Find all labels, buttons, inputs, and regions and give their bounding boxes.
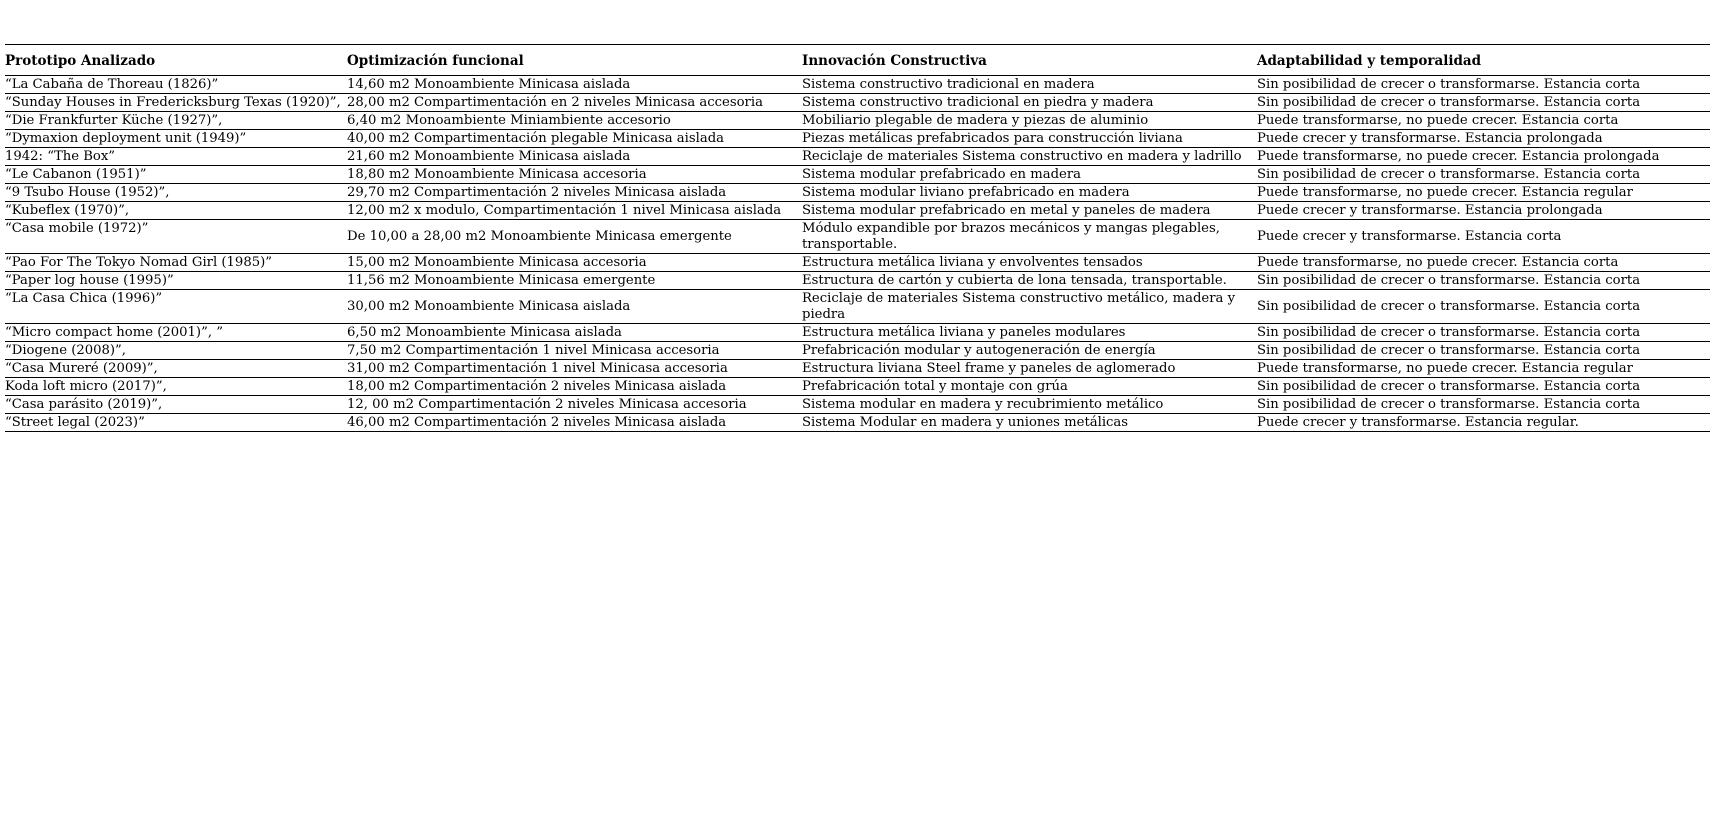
table-row [5, 254, 1710, 272]
cell-innovacion: Reciclaje de materiales Sistema constructivo metálico, madera y piedra [802, 290, 1257, 324]
cell-adaptabilidad: Sin posibilidad de crecer o transformarse. Estancia corta [1257, 342, 1710, 360]
cell-adaptabilidad: Puede crecer y transformarse. Estancia prolongada [1257, 202, 1710, 220]
cell-optimizacion: 6,40 m2 Monoambiente Miniambiente accesorio [347, 112, 802, 130]
cell-innovacion: Sistema modular en madera y recubrimiento metálico [802, 396, 1257, 414]
table-row [5, 414, 1710, 432]
cell-prototipo: “Street legal (2023)” [5, 414, 347, 432]
cell-adaptabilidad: Puede transformarse, no puede crecer. Estancia corta [1257, 112, 1710, 130]
cell-prototipo: “La Cabaña de Thoreau (1826)” [5, 76, 347, 94]
header-adaptabilidad: Adaptabilidad y temporalidad [1257, 45, 1710, 76]
table-row [5, 272, 1710, 290]
cell-adaptabilidad: Sin posibilidad de crecer o transformarse. Estancia corta [1257, 290, 1710, 324]
table-row [5, 342, 1710, 360]
cell-optimizacion: De 10,00 a 28,00 m2 Monoambiente Minicasa emergente [347, 220, 802, 254]
cell-prototipo: Koda loft micro (2017)”, [5, 378, 347, 396]
table-row [5, 360, 1710, 378]
table-body [5, 76, 1710, 432]
cell-optimizacion: 18,00 m2 Compartimentación 2 niveles Minicasa aislada [347, 378, 802, 396]
cell-adaptabilidad: Puede crecer y transformarse. Estancia regular. [1257, 414, 1710, 432]
cell-adaptabilidad: Sin posibilidad de crecer o transformarse. Estancia corta [1257, 272, 1710, 290]
table-row [5, 378, 1710, 396]
cell-prototipo: “Casa parásito (2019)”, [5, 396, 347, 414]
cell-prototipo: “Die Frankfurter Küche (1927)”, [5, 112, 347, 130]
table-row [5, 290, 1710, 324]
cell-adaptabilidad: Puede crecer y transformarse. Estancia prolongada [1257, 130, 1710, 148]
header-innovacion: Innovación Constructiva [802, 45, 1257, 76]
cell-prototipo: “La Casa Chica (1996)” [5, 290, 347, 324]
table-row [5, 166, 1710, 184]
cell-innovacion: Prefabricación modular y autogeneración de energía [802, 342, 1257, 360]
cell-prototipo: “Sunday Houses in Fredericksburg Texas (1920)”, [5, 94, 347, 112]
cell-optimizacion: 12,00 m2 x modulo, Compartimentación 1 nivel Minicasa aislada [347, 202, 802, 220]
cell-optimizacion: 40,00 m2 Compartimentación plegable Minicasa aislada [347, 130, 802, 148]
cell-adaptabilidad: Sin posibilidad de crecer o transformarse. Estancia corta [1257, 76, 1710, 94]
cell-adaptabilidad: Sin posibilidad de crecer o transformarse. Estancia corta [1257, 324, 1710, 342]
cell-innovacion: Sistema Modular en madera y uniones metálicas [802, 414, 1257, 432]
cell-innovacion: Estructura metálica liviana y paneles modulares [802, 324, 1257, 342]
cell-innovacion: Prefabricación total y montaje con grúa [802, 378, 1257, 396]
cell-innovacion: Sistema modular prefabricado en madera [802, 166, 1257, 184]
cell-prototipo: “Le Cabanon (1951)” [5, 166, 347, 184]
cell-prototipo: “Diogene (2008)”, [5, 342, 347, 360]
cell-optimizacion: 29,70 m2 Compartimentación 2 niveles Minicasa aislada [347, 184, 802, 202]
cell-innovacion: Sistema modular liviano prefabricado en madera [802, 184, 1257, 202]
cell-innovacion: Mobiliario plegable de madera y piezas de aluminio [802, 112, 1257, 130]
cell-optimizacion: 7,50 m2 Compartimentación 1 nivel Minicasa accesoria [347, 342, 802, 360]
header-optimizacion: Optimización funcional [347, 45, 802, 76]
table-row [5, 130, 1710, 148]
table-row [5, 76, 1710, 94]
cell-prototipo: “Paper log house (1995)” [5, 272, 347, 290]
cell-innovacion: Sistema constructivo tradicional en piedra y madera [802, 94, 1257, 112]
cell-adaptabilidad: Puede transformarse, no puede crecer. Estancia regular [1257, 184, 1710, 202]
cell-optimizacion: 46,00 m2 Compartimentación 2 niveles Minicasa aislada [347, 414, 802, 432]
table-row [5, 396, 1710, 414]
cell-optimizacion: 30,00 m2 Monoambiente Minicasa aislada [347, 290, 802, 324]
header-prototipo: Prototipo Analizado [5, 45, 347, 76]
cell-optimizacion: 14,60 m2 Monoambiente Minicasa aislada [347, 76, 802, 94]
cell-adaptabilidad: Puede crecer y transformarse. Estancia corta [1257, 220, 1710, 254]
cell-adaptabilidad: Sin posibilidad de crecer o transformarse. Estancia corta [1257, 378, 1710, 396]
cell-adaptabilidad: Puede transformarse, no puede crecer. Estancia prolongada [1257, 148, 1710, 166]
cell-prototipo: “Casa Mureré (2009)”, [5, 360, 347, 378]
cell-prototipo: 1942: “The Box” [5, 148, 347, 166]
cell-adaptabilidad: Sin posibilidad de crecer o transformarse. Estancia corta [1257, 166, 1710, 184]
cell-adaptabilidad: Puede transformarse, no puede crecer. Estancia corta [1257, 254, 1710, 272]
cell-innovacion: Estructura liviana Steel frame y paneles de aglomerado [802, 360, 1257, 378]
cell-prototipo: “Kubeflex (1970)”, [5, 202, 347, 220]
cell-adaptabilidad: Sin posibilidad de crecer o transformarse. Estancia corta [1257, 396, 1710, 414]
table-row [5, 220, 1710, 254]
header-row [5, 45, 1710, 76]
document-page [5, 44, 1710, 432]
table-row [5, 148, 1710, 166]
cell-innovacion: Piezas metálicas prefabricados para construcción liviana [802, 130, 1257, 148]
cell-prototipo: “9 Tsubo House (1952)”, [5, 184, 347, 202]
cell-innovacion: Reciclaje de materiales Sistema constructivo en madera y ladrillo [802, 148, 1257, 166]
cell-optimizacion: 31,00 m2 Compartimentación 1 nivel Minicasa accesoria [347, 360, 802, 378]
table-header [5, 45, 1710, 76]
cell-optimizacion: 12, 00 m2 Compartimentación 2 niveles Minicasa accesoria [347, 396, 802, 414]
table-row [5, 184, 1710, 202]
cell-optimizacion: 6,50 m2 Monoambiente Minicasa aislada [347, 324, 802, 342]
table-row [5, 202, 1710, 220]
cell-optimizacion: 18,80 m2 Monoambiente Minicasa accesoria [347, 166, 802, 184]
table-row [5, 324, 1710, 342]
prototypes-table [5, 44, 1710, 432]
cell-adaptabilidad: Puede transformarse, no puede crecer. Estancia regular [1257, 360, 1710, 378]
cell-innovacion: Módulo expandible por brazos mecánicos y mangas plegables, transportable. [802, 220, 1257, 254]
cell-optimizacion: 28,00 m2 Compartimentación en 2 niveles Minicasa accesoria [347, 94, 802, 112]
cell-prototipo: “Casa mobile (1972)” [5, 220, 347, 254]
cell-adaptabilidad: Sin posibilidad de crecer o transformarse. Estancia corta [1257, 94, 1710, 112]
cell-prototipo: “Pao For The Tokyo Nomad Girl (1985)” [5, 254, 347, 272]
cell-optimizacion: 15,00 m2 Monoambiente Minicasa accesoria [347, 254, 802, 272]
cell-optimizacion: 21,60 m2 Monoambiente Minicasa aislada [347, 148, 802, 166]
cell-prototipo: “Dymaxion deployment unit (1949)” [5, 130, 347, 148]
cell-optimizacion: 11,56 m2 Monoambiente Minicasa emergente [347, 272, 802, 290]
cell-prototipo: “Micro compact home (2001)”, ” [5, 324, 347, 342]
table-row [5, 94, 1710, 112]
cell-innovacion: Estructura de cartón y cubierta de lona tensada, transportable. [802, 272, 1257, 290]
cell-innovacion: Sistema modular prefabricado en metal y paneles de madera [802, 202, 1257, 220]
cell-innovacion: Estructura metálica liviana y envolventes tensados [802, 254, 1257, 272]
table-row [5, 112, 1710, 130]
cell-innovacion: Sistema constructivo tradicional en madera [802, 76, 1257, 94]
